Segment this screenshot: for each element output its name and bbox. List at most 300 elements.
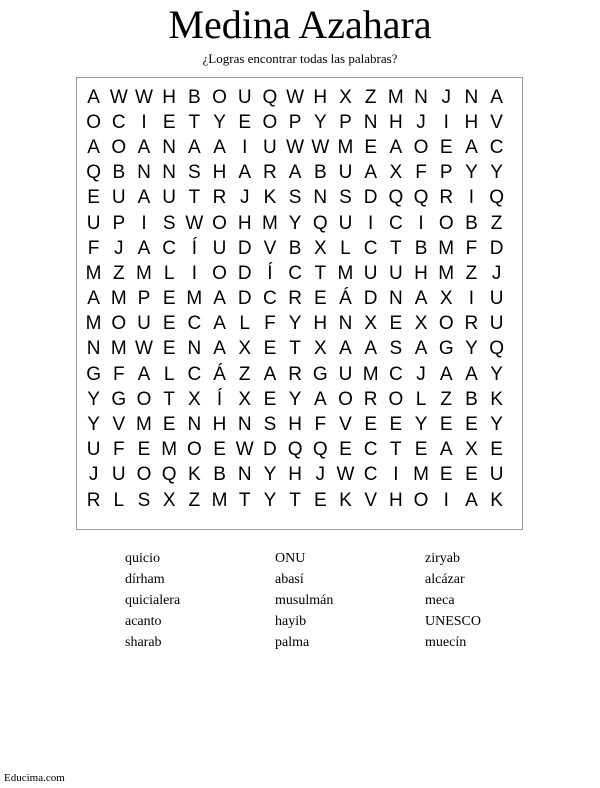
- grid-cell[interactable]: R: [288, 288, 302, 310]
- grid-cell[interactable]: A: [213, 313, 226, 335]
- grid-cell[interactable]: H: [313, 86, 328, 108]
- grid-cell[interactable]: J: [416, 111, 426, 133]
- grid-cell[interactable]: A: [465, 489, 478, 511]
- grid-cell[interactable]: A: [137, 363, 151, 385]
- grid-cell[interactable]: H: [388, 111, 403, 133]
- grid-cell[interactable]: A: [238, 162, 252, 184]
- grid-cell[interactable]: O: [186, 439, 202, 461]
- grid-cell[interactable]: M: [211, 489, 228, 511]
- grid-cell[interactable]: Z: [465, 262, 478, 284]
- grid-cell[interactable]: J: [416, 363, 426, 385]
- grid-cell[interactable]: U: [111, 187, 126, 209]
- grid-cell[interactable]: X: [364, 313, 377, 335]
- grid-cell[interactable]: Q: [312, 439, 328, 461]
- grid-cell[interactable]: T: [390, 237, 402, 259]
- grid-cell[interactable]: X: [339, 86, 352, 108]
- grid-cell[interactable]: O: [212, 86, 227, 108]
- grid-cell[interactable]: Y: [414, 414, 428, 436]
- grid-cell[interactable]: N: [162, 136, 177, 158]
- grid-cell[interactable]: M: [161, 439, 178, 461]
- grid-cell[interactable]: D: [489, 237, 504, 259]
- grid-cell[interactable]: L: [239, 313, 250, 335]
- grid-cell[interactable]: M: [337, 136, 354, 158]
- grid-cell[interactable]: N: [187, 338, 202, 360]
- grid-cell[interactable]: I: [443, 489, 449, 511]
- grid-cell[interactable]: Q: [388, 187, 404, 209]
- grid-cell[interactable]: W: [109, 86, 128, 108]
- grid-cell[interactable]: E: [137, 439, 151, 461]
- grid-cell[interactable]: H: [162, 86, 177, 108]
- grid-cell[interactable]: Z: [188, 489, 201, 511]
- grid-cell[interactable]: J: [239, 187, 250, 209]
- grid-cell[interactable]: A: [439, 439, 453, 461]
- grid-cell[interactable]: B: [313, 162, 327, 184]
- grid-cell[interactable]: T: [163, 388, 175, 410]
- grid-cell[interactable]: O: [136, 464, 152, 486]
- grid-cell[interactable]: H: [313, 313, 328, 335]
- grid-cell[interactable]: U: [237, 86, 252, 108]
- grid-cell[interactable]: J: [491, 262, 502, 284]
- grid-cell[interactable]: U: [111, 464, 126, 486]
- grid-cell[interactable]: J: [88, 464, 99, 486]
- grid-cell[interactable]: R: [363, 388, 378, 410]
- grid-cell[interactable]: A: [364, 162, 377, 184]
- grid-cell[interactable]: D: [237, 262, 252, 284]
- grid-cell[interactable]: V: [490, 111, 503, 133]
- grid-cell[interactable]: L: [163, 363, 175, 385]
- grid-cell[interactable]: H: [212, 414, 227, 436]
- grid-cell[interactable]: E: [213, 439, 226, 461]
- grid-cell[interactable]: P: [339, 111, 352, 133]
- grid-cell[interactable]: K: [263, 187, 277, 209]
- grid-cell[interactable]: E: [238, 111, 252, 133]
- grid-cell[interactable]: L: [415, 388, 427, 410]
- grid-cell[interactable]: U: [86, 212, 101, 234]
- grid-cell[interactable]: S: [288, 187, 302, 209]
- word-list-item: UNESCO: [425, 614, 482, 629]
- grid-cell[interactable]: L: [113, 489, 125, 511]
- grid-cell[interactable]: Q: [489, 187, 504, 209]
- grid-cell[interactable]: H: [388, 489, 403, 511]
- grid-cell[interactable]: G: [111, 388, 127, 410]
- grid-cell[interactable]: V: [112, 414, 126, 436]
- grid-cell[interactable]: E: [87, 187, 100, 209]
- grid-cell[interactable]: R: [212, 187, 227, 209]
- grid-cell[interactable]: N: [162, 162, 177, 184]
- grid-cell[interactable]: O: [438, 313, 454, 335]
- grid-cell[interactable]: C: [187, 363, 202, 385]
- grid-cell[interactable]: C: [363, 237, 378, 259]
- grid-cell[interactable]: H: [288, 464, 302, 486]
- grid-cell[interactable]: O: [212, 262, 227, 284]
- grid-cell[interactable]: X: [313, 338, 327, 360]
- grid-cell[interactable]: A: [439, 363, 453, 385]
- grid-cell[interactable]: B: [112, 162, 126, 184]
- word-list-item: palma: [275, 635, 310, 650]
- grid-cell[interactable]: Í: [191, 237, 197, 259]
- grid-cell[interactable]: R: [464, 313, 479, 335]
- grid-cell[interactable]: E: [465, 414, 478, 436]
- grid-cell[interactable]: M: [438, 237, 455, 259]
- grid-cell[interactable]: Y: [288, 212, 302, 234]
- grid-cell[interactable]: D: [363, 187, 378, 209]
- grid-cell[interactable]: E: [339, 439, 352, 461]
- grid-cell[interactable]: R: [439, 187, 454, 209]
- grid-cell[interactable]: M: [85, 313, 102, 335]
- grid-cell[interactable]: Í: [267, 262, 273, 284]
- grid-cell[interactable]: H: [212, 162, 227, 184]
- grid-cell[interactable]: C: [388, 363, 403, 385]
- grid-cell[interactable]: O: [111, 136, 127, 158]
- grid-cell[interactable]: N: [338, 313, 353, 335]
- grid-cell[interactable]: U: [363, 262, 378, 284]
- grid-cell[interactable]: I: [242, 136, 248, 158]
- grid-cell[interactable]: C: [111, 111, 126, 133]
- grid-cell[interactable]: L: [163, 262, 175, 284]
- grid-cell[interactable]: F: [112, 439, 125, 461]
- grid-cell[interactable]: E: [414, 439, 428, 461]
- grid-cell[interactable]: E: [263, 338, 277, 360]
- grid-cell[interactable]: F: [87, 237, 100, 259]
- grid-cell[interactable]: Z: [490, 212, 503, 234]
- grid-cell[interactable]: O: [262, 111, 278, 133]
- grid-cell[interactable]: T: [390, 439, 402, 461]
- grid-cell[interactable]: V: [364, 489, 377, 511]
- grid-cell[interactable]: E: [313, 288, 327, 310]
- grid-cell[interactable]: B: [414, 237, 428, 259]
- grid-cell[interactable]: A: [213, 136, 226, 158]
- word-list-item: meca: [425, 593, 455, 608]
- grid-cell[interactable]: A: [288, 162, 302, 184]
- grid-cell[interactable]: K: [490, 489, 503, 511]
- grid-cell[interactable]: I: [368, 212, 374, 234]
- grid-cell[interactable]: E: [162, 288, 176, 310]
- grid-cell[interactable]: M: [186, 288, 203, 310]
- grid-cell[interactable]: M: [438, 262, 455, 284]
- grid-cell[interactable]: B: [188, 86, 201, 108]
- grid-cell[interactable]: O: [413, 489, 429, 511]
- grid-cell[interactable]: T: [314, 262, 327, 284]
- grid-cell[interactable]: W: [286, 136, 305, 158]
- grid-cell[interactable]: U: [338, 162, 353, 184]
- grid-cell[interactable]: Y: [465, 162, 478, 184]
- grid-cell[interactable]: E: [364, 136, 377, 158]
- grid-cell[interactable]: Q: [489, 338, 504, 360]
- grid-cell[interactable]: E: [313, 489, 327, 511]
- grid-cell[interactable]: A: [87, 136, 100, 158]
- grid-cell[interactable]: C: [388, 212, 403, 234]
- grid-cell[interactable]: W: [336, 464, 355, 486]
- grid-cell[interactable]: O: [212, 212, 227, 234]
- grid-cell[interactable]: C: [288, 262, 302, 284]
- grid-cell[interactable]: G: [438, 338, 454, 360]
- grid-cell[interactable]: D: [237, 288, 252, 310]
- grid-cell[interactable]: U: [162, 187, 177, 209]
- grid-cell[interactable]: C: [187, 313, 202, 335]
- grid-cell[interactable]: Y: [288, 313, 302, 335]
- grid-cell[interactable]: Q: [262, 86, 278, 108]
- grid-cell[interactable]: U: [489, 464, 504, 486]
- grid-cell[interactable]: A: [313, 388, 327, 410]
- grid-cell[interactable]: N: [86, 338, 101, 360]
- page-title: Medina Azahara: [168, 2, 432, 47]
- grid-cell[interactable]: M: [362, 363, 379, 385]
- grid-cell[interactable]: Q: [287, 439, 303, 461]
- grid-cell[interactable]: N: [313, 187, 328, 209]
- grid-cell[interactable]: X: [238, 338, 252, 360]
- grid-cell[interactable]: A: [364, 338, 377, 360]
- grid-cell[interactable]: T: [188, 187, 201, 209]
- grid-cell[interactable]: W: [311, 136, 330, 158]
- grid-cell[interactable]: W: [235, 439, 254, 461]
- grid-cell[interactable]: A: [414, 338, 428, 360]
- grid-cell[interactable]: A: [213, 288, 226, 310]
- grid-cell[interactable]: N: [137, 162, 151, 184]
- grid-cell[interactable]: F: [415, 162, 427, 184]
- grid-cell[interactable]: Á: [339, 288, 352, 310]
- grid-cell[interactable]: Y: [213, 111, 226, 133]
- grid-cell[interactable]: U: [263, 136, 277, 158]
- grid-cell[interactable]: A: [465, 363, 478, 385]
- grid-cell[interactable]: H: [464, 111, 479, 133]
- grid-cell[interactable]: H: [288, 414, 302, 436]
- grid-cell[interactable]: P: [439, 162, 453, 184]
- grid-cell[interactable]: A: [389, 136, 403, 158]
- grid-cell[interactable]: C: [363, 439, 378, 461]
- letter-grid: [81, 85, 509, 513]
- grid-cell[interactable]: Y: [87, 388, 100, 410]
- grid-cell[interactable]: S: [339, 187, 352, 209]
- grid-cell[interactable]: Q: [413, 187, 429, 209]
- grid-cell[interactable]: A: [213, 338, 226, 360]
- grid-cell[interactable]: N: [187, 414, 202, 436]
- grid-cell[interactable]: E: [439, 414, 453, 436]
- grid-cell[interactable]: A: [414, 288, 428, 310]
- grid-cell[interactable]: X: [389, 162, 403, 184]
- word-search-board: [76, 77, 523, 530]
- grid-cell[interactable]: A: [339, 338, 352, 360]
- grid-cell[interactable]: C: [162, 237, 177, 259]
- grid-cell[interactable]: Y: [288, 388, 302, 410]
- grid-cell[interactable]: C: [489, 136, 504, 158]
- grid-cell[interactable]: E: [490, 439, 503, 461]
- grid-cell[interactable]: S: [162, 212, 176, 234]
- grid-cell[interactable]: F: [314, 414, 327, 436]
- grid-cell[interactable]: E: [439, 464, 453, 486]
- grid-cell[interactable]: M: [261, 212, 278, 234]
- grid-cell[interactable]: U: [338, 212, 353, 234]
- grid-cell[interactable]: N: [414, 86, 428, 108]
- grid-cell[interactable]: A: [465, 136, 478, 158]
- grid-cell[interactable]: M: [85, 262, 102, 284]
- grid-cell[interactable]: F: [112, 363, 125, 385]
- grid-cell[interactable]: C: [263, 288, 277, 310]
- grid-cell[interactable]: N: [363, 111, 378, 133]
- grid-cell[interactable]: U: [338, 363, 353, 385]
- grid-cell[interactable]: G: [86, 363, 101, 385]
- grid-cell[interactable]: C: [363, 464, 378, 486]
- grid-cell[interactable]: U: [489, 288, 504, 310]
- grid-cell[interactable]: W: [135, 86, 153, 108]
- grid-cell[interactable]: K: [188, 464, 201, 486]
- grid-cell[interactable]: X: [162, 489, 176, 511]
- grid-cell[interactable]: T: [238, 489, 251, 511]
- grid-cell[interactable]: G: [312, 363, 328, 385]
- grid-cell[interactable]: N: [388, 288, 403, 310]
- grid-cell[interactable]: A: [137, 237, 151, 259]
- grid-cell[interactable]: X: [439, 288, 453, 310]
- grid-cell[interactable]: M: [413, 464, 429, 486]
- grid-cell[interactable]: V: [339, 414, 352, 436]
- grid-cell[interactable]: Í: [216, 388, 223, 410]
- grid-cell[interactable]: M: [110, 288, 127, 310]
- grid-cell[interactable]: H: [414, 262, 428, 284]
- grid-cell[interactable]: J: [441, 86, 451, 108]
- grid-cell[interactable]: Z: [440, 388, 453, 410]
- grid-cell[interactable]: Q: [312, 212, 328, 234]
- grid-cell[interactable]: Q: [86, 162, 101, 184]
- grid-cell[interactable]: J: [114, 237, 124, 259]
- grid-cell[interactable]: L: [340, 237, 351, 259]
- grid-cell[interactable]: E: [389, 313, 403, 335]
- grid-cell[interactable]: U: [137, 313, 151, 335]
- grid-cell[interactable]: Y: [263, 464, 277, 486]
- grid-cell[interactable]: O: [136, 388, 152, 410]
- grid-cell[interactable]: E: [364, 414, 377, 436]
- grid-cell[interactable]: U: [212, 237, 227, 259]
- grid-cell[interactable]: A: [87, 86, 100, 108]
- grid-cell[interactable]: O: [338, 388, 353, 410]
- grid-cell[interactable]: M: [110, 338, 127, 360]
- grid-cell[interactable]: E: [162, 111, 176, 133]
- grid-cell[interactable]: J: [315, 464, 326, 486]
- grid-cell[interactable]: E: [439, 136, 453, 158]
- grid-cell[interactable]: Z: [112, 262, 125, 284]
- grid-cell[interactable]: D: [263, 439, 277, 461]
- grid-cell[interactable]: E: [162, 414, 176, 436]
- grid-cell[interactable]: A: [263, 363, 277, 385]
- grid-cell[interactable]: F: [465, 237, 478, 259]
- grid-cell[interactable]: A: [87, 288, 100, 310]
- word-list-item: sharab: [125, 635, 162, 650]
- grid-cell[interactable]: D: [363, 288, 378, 310]
- grid-cell[interactable]: A: [188, 136, 201, 158]
- grid-cell[interactable]: Y: [313, 111, 327, 133]
- grid-cell[interactable]: S: [137, 489, 151, 511]
- grid-cell[interactable]: B: [465, 388, 478, 410]
- grid-cell[interactable]: N: [237, 414, 252, 436]
- grid-cell[interactable]: Y: [490, 414, 503, 436]
- grid-cell[interactable]: F: [264, 313, 276, 335]
- grid-cell[interactable]: O: [86, 111, 101, 133]
- word-list-item: ziryab: [425, 551, 460, 566]
- grid-cell[interactable]: V: [263, 237, 277, 259]
- word-list-item: musulmán: [275, 593, 334, 608]
- grid-cell[interactable]: E: [389, 414, 403, 436]
- grid-cell[interactable]: P: [112, 212, 126, 234]
- grid-cell[interactable]: M: [337, 262, 354, 284]
- grid-cell[interactable]: A: [137, 136, 151, 158]
- grid-cell[interactable]: Y: [87, 414, 100, 436]
- grid-cell[interactable]: E: [162, 338, 176, 360]
- grid-cell[interactable]: I: [468, 288, 475, 310]
- grid-cell[interactable]: O: [388, 388, 404, 410]
- grid-cell[interactable]: Y: [263, 489, 277, 511]
- grid-cell[interactable]: P: [288, 111, 302, 133]
- grid-cell[interactable]: W: [185, 212, 204, 234]
- word-list-item: dírham: [125, 572, 165, 587]
- grid-cell[interactable]: Z: [364, 86, 377, 108]
- grid-cell[interactable]: T: [289, 338, 301, 360]
- grid-cell[interactable]: I: [191, 262, 197, 284]
- grid-cell[interactable]: E: [263, 388, 277, 410]
- grid-cell[interactable]: R: [86, 489, 101, 511]
- grid-cell[interactable]: D: [237, 237, 252, 259]
- grid-cell[interactable]: K: [339, 489, 352, 511]
- grid-cell[interactable]: S: [389, 338, 403, 360]
- grid-cell[interactable]: Q: [161, 464, 177, 486]
- grid-cell[interactable]: T: [188, 111, 201, 133]
- grid-cell[interactable]: P: [137, 288, 151, 310]
- grid-cell[interactable]: Y: [490, 162, 503, 184]
- grid-cell[interactable]: B: [465, 212, 478, 234]
- grid-cell[interactable]: I: [418, 212, 424, 234]
- grid-cell[interactable]: W: [135, 338, 153, 360]
- word-list-item: hayib: [275, 614, 307, 629]
- grid-cell[interactable]: X: [238, 388, 252, 410]
- grid-cell[interactable]: S: [188, 162, 201, 184]
- grid-cell[interactable]: X: [414, 313, 428, 335]
- grid-cell[interactable]: M: [136, 262, 152, 284]
- grid-cell[interactable]: X: [465, 439, 478, 461]
- grid-cell[interactable]: X: [188, 388, 201, 410]
- grid-cell[interactable]: H: [237, 212, 252, 234]
- grid-cell[interactable]: O: [438, 212, 454, 234]
- grid-cell[interactable]: E: [162, 313, 176, 335]
- grid-cell[interactable]: U: [86, 439, 101, 461]
- grid-cell[interactable]: I: [141, 111, 147, 133]
- grid-cell[interactable]: K: [490, 388, 503, 410]
- grid-cell[interactable]: Y: [465, 338, 478, 360]
- grid-cell[interactable]: U: [388, 262, 403, 284]
- grid-cell[interactable]: R: [263, 162, 277, 184]
- grid-cell[interactable]: O: [413, 136, 429, 158]
- grid-cell[interactable]: W: [286, 86, 305, 108]
- grid-cell[interactable]: R: [288, 363, 302, 385]
- grid-cell[interactable]: U: [489, 313, 504, 335]
- grid-cell[interactable]: A: [490, 86, 503, 108]
- grid-cell[interactable]: N: [237, 464, 252, 486]
- grid-cell[interactable]: M: [136, 414, 152, 436]
- grid-cell[interactable]: Á: [213, 363, 226, 385]
- grid-cell[interactable]: O: [111, 313, 127, 335]
- grid-cell[interactable]: T: [289, 489, 301, 511]
- grid-cell[interactable]: A: [137, 187, 151, 209]
- grid-cell[interactable]: N: [464, 86, 479, 108]
- grid-cell[interactable]: E: [465, 464, 478, 486]
- grid-cell[interactable]: I: [141, 212, 147, 234]
- grid-cell[interactable]: Z: [238, 363, 251, 385]
- grid-cell[interactable]: I: [468, 187, 475, 209]
- grid-cell[interactable]: Y: [490, 363, 503, 385]
- grid-cell[interactable]: S: [263, 414, 277, 436]
- grid-cell[interactable]: M: [387, 86, 404, 108]
- grid-cell[interactable]: B: [288, 237, 302, 259]
- grid-cell[interactable]: B: [213, 464, 226, 486]
- grid-cell[interactable]: I: [443, 111, 449, 133]
- grid-cell[interactable]: I: [393, 464, 399, 486]
- grid-cell[interactable]: X: [313, 237, 327, 259]
